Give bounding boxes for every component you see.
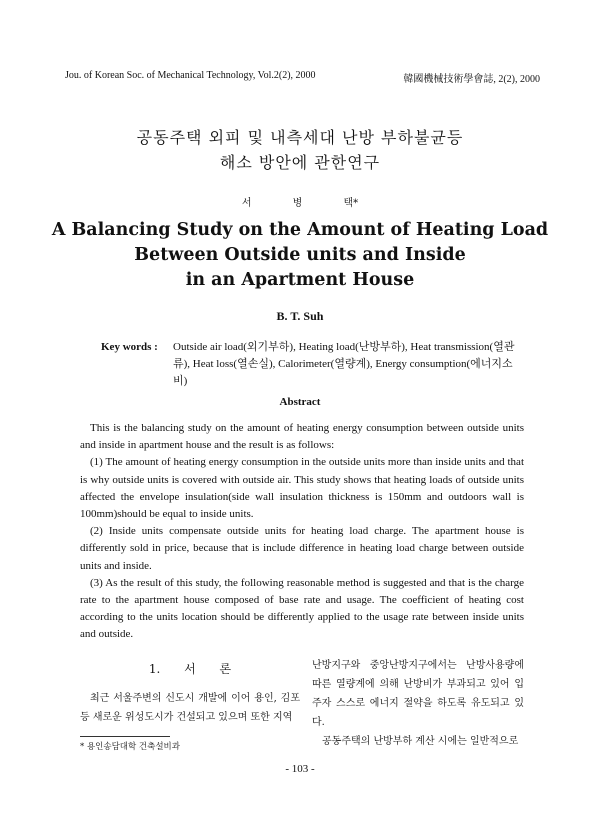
abstract-heading: Abstract	[279, 396, 321, 408]
abstract-paragraph: This is the balancing study on the amount of heating energy consumption between outside units and inside in apartment house and the result is as follows:	[80, 422, 524, 452]
abstract-paragraph: (1) The amount of heating energy consumption in the outside units more than inside units and that is why outside units is covered with outside air. This study shows that heating loads of outside units affected the envelope insulation(side wall insulation thickness is 150mm and outdoors wall is 100mm)should be equal to inside units.	[80, 456, 524, 521]
abstract-paragraph: (2) Inside units compensate outside units for heating load charge. The apartment house is differently sold in price, because that is include difference in heating load charge between outside units and inside.	[80, 525, 524, 572]
journal-header-en: Jou. of Korean Soc. of Mechanical Technology, Vol.2(2), 2000	[65, 70, 316, 81]
english-title-line3: in an Apartment House	[185, 270, 415, 290]
english-title-line2: Between Outside units and Inside	[134, 245, 466, 265]
english-title	[0, 218, 600, 293]
body-paragraph: 최근 서울주변의 신도시 개발에 이어 용인, 김포 등 새로운 위성도시가 건설되고 있으며 또한 지역	[80, 693, 300, 723]
body-paragraph: 난방지구와 중앙난방지구에서는 난방사용량에 따른 열량계에 의해 난방비가 부과되고 있어 입주자 스스로 에너지 절약을 하도록 유도되고 있다.	[312, 660, 524, 728]
english-title-line1: A Balancing Study on the Amount of Heating Load	[51, 220, 549, 240]
section-heading: 1. 서 론	[148, 662, 232, 676]
korean-author: 서 병 택*	[241, 198, 359, 209]
footnote-rule	[80, 736, 170, 737]
english-author: B. T. Suh	[276, 309, 324, 323]
keywords-text: Outside air load(외기부하), Heating load(난방부하), Heat transmission(열관류), Heat loss(열손실), Calorimeter(열량계), Energy consumption(에너지소비)	[173, 341, 515, 387]
korean-title-line2: 해소 방안에 관한연구	[219, 153, 381, 172]
korean-title	[0, 125, 600, 175]
abstract-paragraph: (3) As the result of this study, the following reasonable method is suggested and that is the charge rate to the apartment house composed of base rate and usage. The coefficient of heating cost according to the units location should be differently applied to the usage rate between inside units and outside.	[80, 576, 524, 641]
keywords-block	[101, 339, 526, 390]
left-column	[80, 660, 300, 727]
page-number: - 103 -	[285, 763, 315, 775]
body-paragraph: 공동주택의 난방부하 계산 시에는 일반적으로	[322, 736, 519, 747]
journal-header-kr: 韓國機械技術學會誌, 2(2), 2000	[403, 74, 540, 85]
footnote: * 용인송담대학 건축설비과	[80, 742, 180, 752]
abstract-body	[80, 420, 524, 644]
keywords-label: Key words :	[101, 341, 158, 353]
right-column	[312, 656, 524, 751]
korean-title-line1: 공동주택 외피 및 내측세대 난방 부하불균등	[136, 128, 464, 147]
